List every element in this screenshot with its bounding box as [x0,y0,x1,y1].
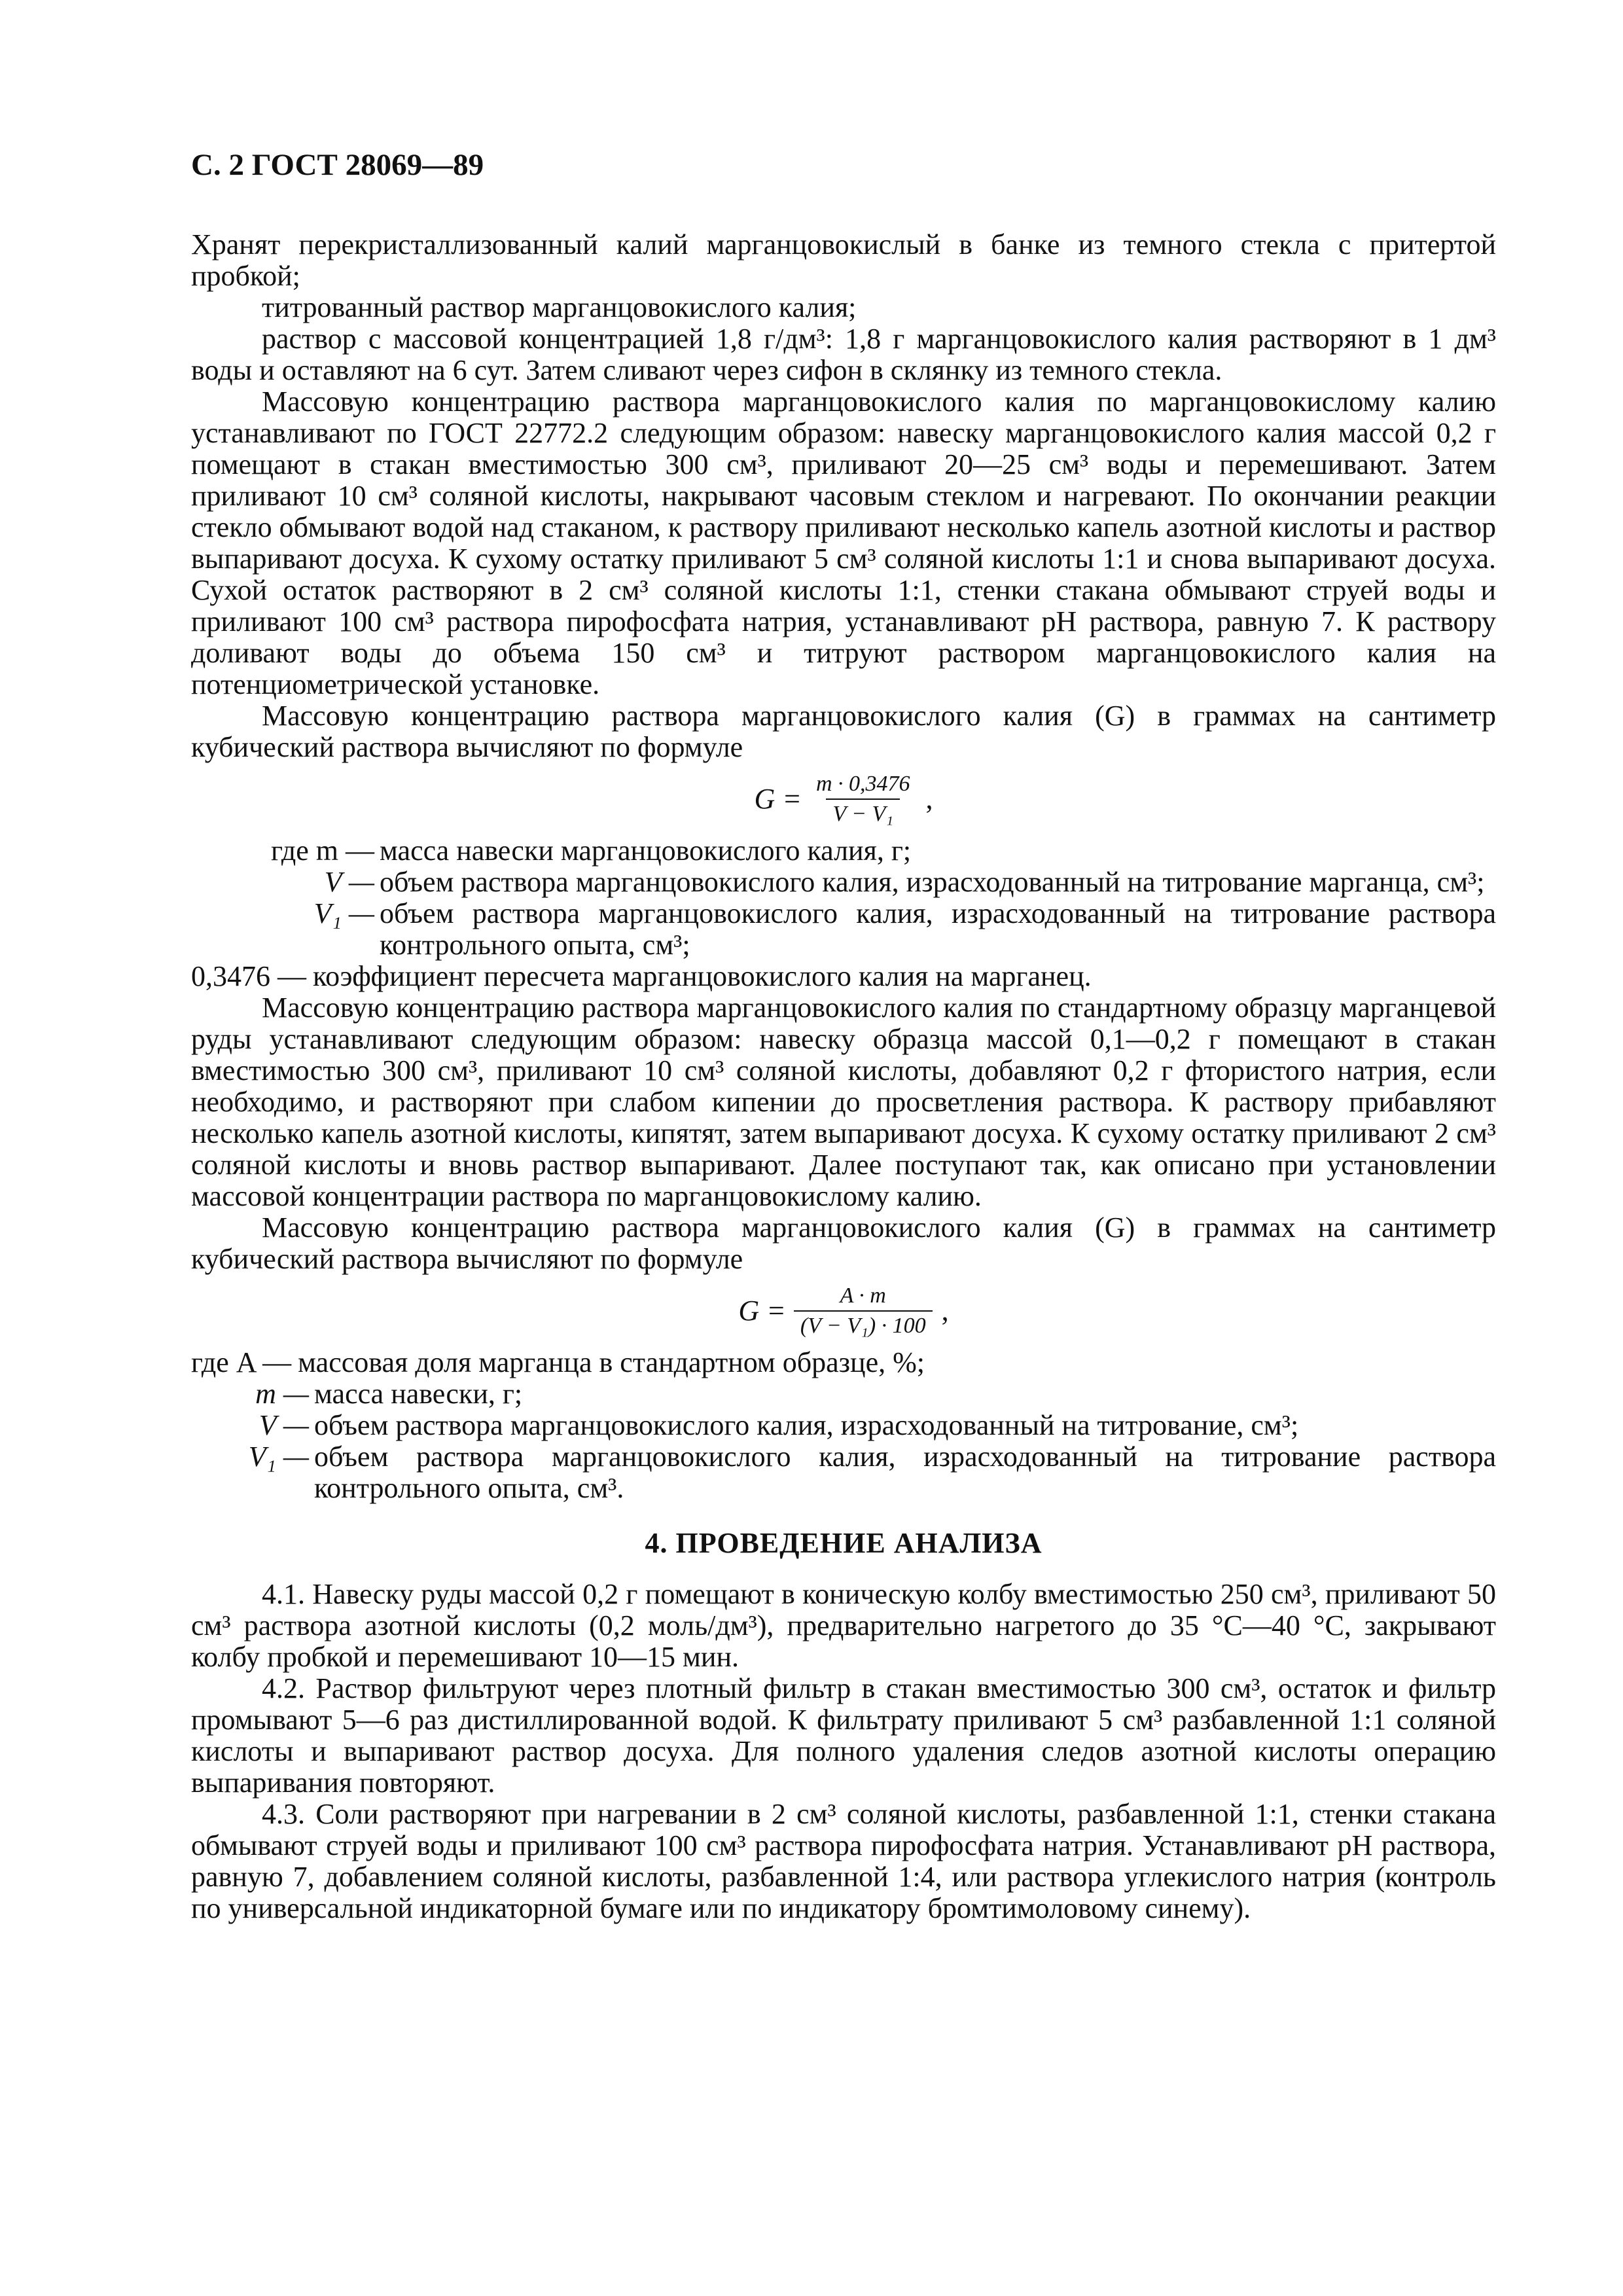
formula-1-numerator: m · 0,3476 [815,772,910,796]
clause-4-1: 4.1. Навеску руды массой 0,2 г помещают в коническую колбу вместимостью 250 см³, приливают 50 см³ раствора азотной кислоты (0,2 моль/дм³), предварительно нагретого до 35 °С—40 °С, закрывают колбу пробкой и перемешивают 10—15 мин. [191,1578,1496,1673]
formula-1 [191,771,1496,827]
where-description: объем раствора марганцовокислого калия, израсходованный на титрование марганца, см³; [380,866,1485,898]
formula-1-fraction [810,771,917,827]
where-item [191,1378,1496,1410]
where-description: массовая доля марганца в стандартном образце, %; [298,1346,925,1378]
where-description: масса навески марганцовокислого калия, г; [380,834,912,867]
formula-1-denominator: V − V₁ [826,798,900,827]
formula-2-numerator: A · m [840,1283,886,1308]
paragraph-formula-intro-2: Массовую концентрацию раствора марганцовокислого калия (G) в граммах на сантиметр кубический раствора вычисляют по формуле [191,1211,1496,1275]
where-description: объем раствора марганцовокислого калия, израсходованный на титрование, см³; [314,1409,1299,1441]
clause-4-3: 4.3. Соли растворяют при нагревании в 2 см³ соляной кислоты, разбавленной 1:1, стенки стакана обмывают струей воды и приливают 100 см³ раствора пирофосфата натрия. Устанавливают pH раствора, равную 7, добавлением соляной кислоты, разбавленной 1:4, или раствора углекислого натрия (контроль по универсальной индикаторной бумаге или по индикатору бромтимоловому синему). [191,1798,1496,1924]
formula-1-comma: , [925,783,933,815]
where-item [191,898,1496,961]
where-symbol: V — [324,866,374,898]
paragraph-storage: Хранят перекристаллизованный калий марганцовокислый в банке из темного стекла с притертой пробкой; [191,228,1496,292]
formula-2-fraction [794,1283,933,1339]
formula-2-lhs: G = [738,1295,786,1327]
where-symbol: V₁ — [248,1441,309,1473]
where-list-2 [191,1347,1496,1504]
section-title: 4. ПРОВЕДЕНИЕ АНАЛИЗА [645,1527,1043,1559]
where-description: объем раствора марганцовокислого калия, израсходованный на титрование раствора контрольного опыта, см³; [380,897,1496,961]
document-body [191,229,1496,1924]
paragraph-standardization-kmno4: Массовую концентрацию раствора марганцовокислого калия по марганцовокислому калию устанавливают по ГОСТ 22772.2 следующим образом: навеску марганцовокислого калия массой 0,2 г помещают в стакан вместимостью 300 см³, приливают 20—25 см³ воды и перемешивают. Затем приливают 10 см³ соляной кислоты, накрывают часовым стеклом и нагревают. По окончании реакции стекло обмывают водой над стаканом, к раствору приливают несколько капель азотной кислоты и раствор выпаривают досуха. К сухому остатку приливают 5 см³ соляной кислоты 1:1 и снова выпаривают досуха. Сухой остаток растворяют в 2 см³ соляной кислоты 1:1, стенки стакана обмывают струей воды и приливают 100 см³ раствора пирофосфата натрия, устанавливают pH раствора, равную 7. К раствору доливают воды до объема 150 см³ и титруют раствором марганцовокислого калия на потенциометрической установке. [191,386,1496,700]
where-item [191,1347,1496,1378]
where-symbol: m — [255,1378,309,1410]
page-header: С. 2 ГОСТ 28069—89 [191,148,484,182]
where-description: коэффициент пересчета марганцовокислого калия на марганец. [313,960,1092,992]
formula-1-lhs: G = [754,783,802,815]
paragraph-titrated-solution: титрованный раствор марганцовокислого калия; [262,291,857,323]
paragraph-standardization-ore: Массовую концентрацию раствора марганцовокислого калия по стандартному образцу марганцевой руды устанавливают следующим образом: навеску образца массой 0,1—0,2 г помещают в стакан вместимостью 300 см³, приливают 10 см³ соляной кислоты, добавляют 0,2 г фтористого натрия, если необходимо, и растворяют при слабом кипении до просветления раствора. К раствору прибавляют несколько капель азотной кислоты, кипятят, затем выпаривают досуха. К сухому остатку приливают 2 см³ соляной кислоты и вновь раствор выпаривают. Далее поступают так, как описано при установлении массовой концентрации раствора по марганцовокислому калию. [191,992,1496,1212]
where-description: масса навески, г; [314,1378,523,1410]
where-item [191,961,1496,992]
paragraph-solution-prep: раствор с массовой концентрацией 1,8 г/дм³: 1,8 г марганцовокислого калия растворяют в 1 дм³ воды и оставляют на 6 сут. Затем сливают через сифон в склянку из темного стекла. [191,323,1496,386]
where-item [191,835,1496,867]
formula-2-comma: , [941,1295,949,1327]
where-item [191,1441,1496,1504]
paragraph-formula-intro-1: Массовую концентрацию раствора марганцовокислого калия (G) в граммах на сантиметр кубический раствора вычисляют по формуле [191,700,1496,763]
formula-2-denominator: (V − V₁) · 100 [794,1310,933,1339]
where-symbol: где m — [271,834,374,867]
where-symbol: V₁ — [313,897,374,929]
clause-4-2: 4.2. Раствор фильтруют через плотный фильтр в стакан вместимостью 300 см³, остаток и фильтр промывают 5—6 раз дистиллированной водой. К фильтрату приливают 5 см³ разбавленной 1:1 соляной кислоты и выпаривают раствор досуха. Для полного удаления следов азотной кислоты операцию выпаривания повторяют. [191,1672,1496,1799]
where-list-1 [191,835,1496,992]
where-symbol: 0,3476 — [191,960,306,992]
where-item [191,867,1496,898]
where-description: объем раствора марганцовокислого калия, израсходованный на титрование раствора контрольного опыта, см³. [314,1441,1496,1504]
where-symbol: V — [259,1409,309,1441]
where-symbol: где A — [191,1346,292,1378]
where-item [191,1410,1496,1441]
formula-2 [191,1283,1496,1339]
